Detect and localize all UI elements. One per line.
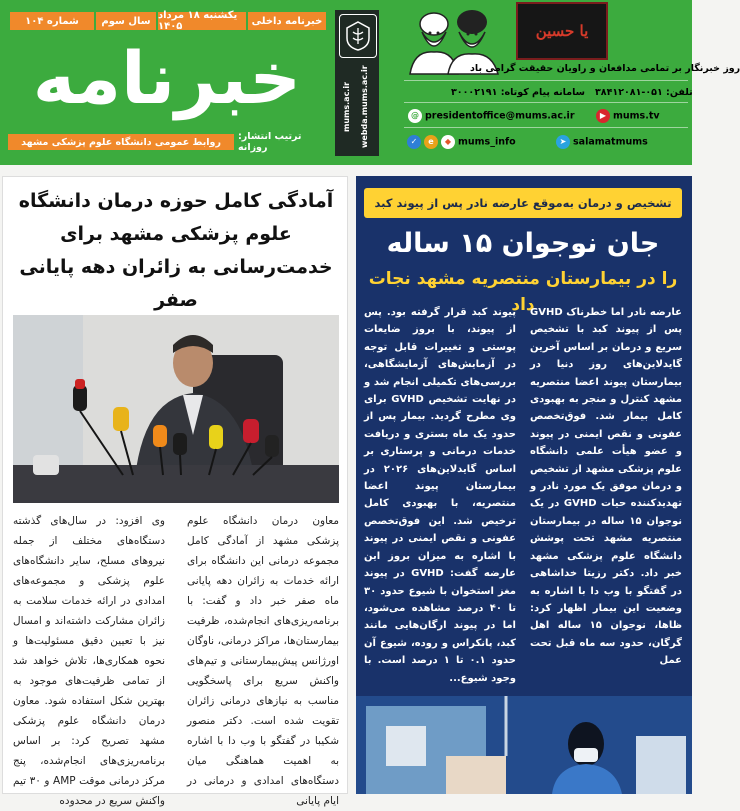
sms-text: سامانه پیام کوتاه: ۳۰۰۰۲۱۹۱ (451, 87, 585, 98)
masthead (8, 10, 326, 156)
eitaa-icon: e (424, 135, 438, 149)
section-label: خبرنامه داخلی (248, 12, 326, 30)
press-conference-illustration (13, 315, 339, 503)
email-text: presidentoffice@mums.ac.ir (425, 110, 575, 122)
salamat-channel-text: salamatmums (573, 136, 648, 148)
site-url: mums.ac.ir (342, 81, 351, 133)
banner-text: یا حسین (535, 22, 589, 40)
feature-body (364, 304, 682, 704)
feature-subtitle: را در بیمارستان منتصریه مشهد نجات داد (368, 269, 678, 315)
phone-text: تلفن: ۰۵۱-۳۸۴۱۲۰۸۱ (595, 87, 693, 98)
hospital-photo (356, 696, 692, 794)
feature-kicker: تشخیص و درمان به‌موقع عارضه نادر پس از پیوند کبد (364, 188, 682, 218)
newsletter-title: خبرنامه (32, 36, 302, 120)
email-icon: @ (408, 109, 422, 123)
salamat-channel-link[interactable] (556, 135, 686, 149)
publisher-name: روابط عمومی دانشگاه علوم پزشکی مشهد (8, 134, 234, 150)
check-icon: ✓ (407, 135, 421, 149)
feature-column-1: عارضه نادر اما خطرناک GVHD پس از پیوند کبد با تشخیص سریع و درمان بر اساس آخرین گایدلاین‌های روز دنیا در بیمارستان پیوند اعضا منتصریه مشهد کنترل و منجر به بهبودی کامل بیمار شد. فوق‌تخصص عفونی و نقص ایمنی در پیوند و عضو هیأت علمی دانشگاه علوم پزشکی مشهد از تشخیص و درمان موفق یک مورد نادر و تهدیدکننده حیات GVHD در یک نوجوان ۱۵ ساله در بیمارستان منتصریه مشهد تحت پوشش دانشگاه علوم پزشکی مشهد خبر داد. دکتر رزیتا خداشاهی در گفتگو با وب دا با اشاره به وضعیت این بیمار اظهار کرد: ظاها، نوجوان ۱۵ ساله اهل گرگان، حدود سه ماه قبل تحت عمل (530, 307, 682, 667)
email-link[interactable] (408, 109, 588, 123)
issue-date: یکشنبه ۱۸ مرداد ۱۴۰۵ (158, 12, 246, 30)
feature-article (356, 176, 692, 794)
telegram-icon: ➤ (556, 135, 570, 149)
webda-url: webda.mums.ac.ir (360, 65, 369, 149)
banner-black (516, 2, 608, 60)
article-column-1: معاون درمان دانشگاه علوم پزشکی مشهد از آمادگی کامل مجموعه درمانی این دانشگاه برای ارائه خدمات به زائران دهه پایانی ماه صفر خبر داد و گفت: با برنامه‌ریزی‌های انجام‌شده، ظرفیت بیمارستان‌ها، مراکز درمانی، ناوگان اورژانس پیش‌بیمارستانی و تیم‌های واکنش سریع برای پاسخگویی مناسب به نیازهای درمانی زائران تقویت شده است. دکتر منصور شکیبا در گفتگو با وب دا با اشاره به اهمیت هماهنگی میان دستگاه‌های امدادی و درمانی در ایام پایانی (187, 515, 339, 807)
hospital-nurse-illustration (356, 696, 692, 794)
rubika-icon: ◆ (441, 135, 455, 149)
issue-number: شماره ۱۰۴ (10, 12, 94, 30)
article-headline: آمادگی کامل حوزه درمان دانشگاه علوم پزشکی مشهد برای خدمت‌رسانی به زائران دهه پایانی صفر (18, 190, 334, 311)
article-body (13, 511, 339, 807)
press-conference-photo (13, 315, 339, 503)
divider (404, 127, 688, 128)
main-article (2, 176, 348, 807)
feature-column-2: پیوند کبد قرار گرفته بود. پس از پیوند، با بروز ضایعات پوستی و تغییرات قابل توجه در آزمایش‌های آزمایشگاهی، بررسی‌های تکمیلی انجام شد و در نهایت تشخیص GVHD برای وی مطرح گردید. بیمار پس از حدود یک ماه بستری و دریافت خدمات درمانی و پرستاری بر اساس گایدلاین‌های ۲۰۲۶ در بیمارستان پیوند اعضا منتصریه، با بهبودی کامل ترخیص شد. این فوق‌تخصص عفونی و نقص ایمنی در پیوند با اشاره به میزان بروز این عارضه گفت: GVHD در پیوند مغز استخوان با شیوع حدود ۳۰ تا ۴۰ درصد مشاهده می‌شود، اما در پیوند ارگان‌هایی مانند کبد، پانکراس و روده، شیوع آن حدود ۰.۱ تا ۱ درصد است. با وجود شیوع... (364, 307, 516, 684)
tv-link[interactable] (596, 109, 688, 123)
divider (404, 102, 688, 103)
journalist-day-tagline: روز خبرنگار بر تمامی مدافعان و راویان حقیقت گرامی باد (470, 63, 740, 74)
info-channel-text: mums_info (458, 136, 516, 148)
tv-icon: ▶ (596, 109, 610, 123)
info-channel-link[interactable] (407, 135, 533, 149)
publish-frequency: ترتیب انتشار: روزانه (238, 131, 302, 153)
university-emblem-icon (339, 14, 377, 58)
feature-title: جان نوجوان ۱۵ ساله (386, 228, 660, 259)
masthead-header (0, 0, 740, 165)
university-logo-box (335, 10, 379, 156)
divider (404, 80, 688, 81)
volume-year: سال سوم (96, 12, 156, 30)
tv-text: mums.tv (613, 110, 660, 122)
logo-urls (338, 62, 376, 152)
article-column-2: وی افزود: در سال‌های گذشته دستگاه‌های مختلف از جمله نیروهای مسلح، سایر دانشگاه‌های علوم پزشکی و مجموعه‌های امدادی در ارائه خدمات سلامت به زائران مشارکت داشته‌اند و امسال نیز با تعیین دقیق مسئولیت‌ها و نحوه همکاری‌ها، تلاش خواهد شد از تمامی ظرفیت‌های موجود به بهترین شکل استفاده شود. معاون درمان دانشگاه علوم پزشکی مشهد تصریح کرد: بر اساس برنامه‌ریزی‌های انجام‌شده، پنج مرکز درمانی موقت AMP و ۳۰ تیم واکنش سریع در محدوده (13, 515, 165, 807)
